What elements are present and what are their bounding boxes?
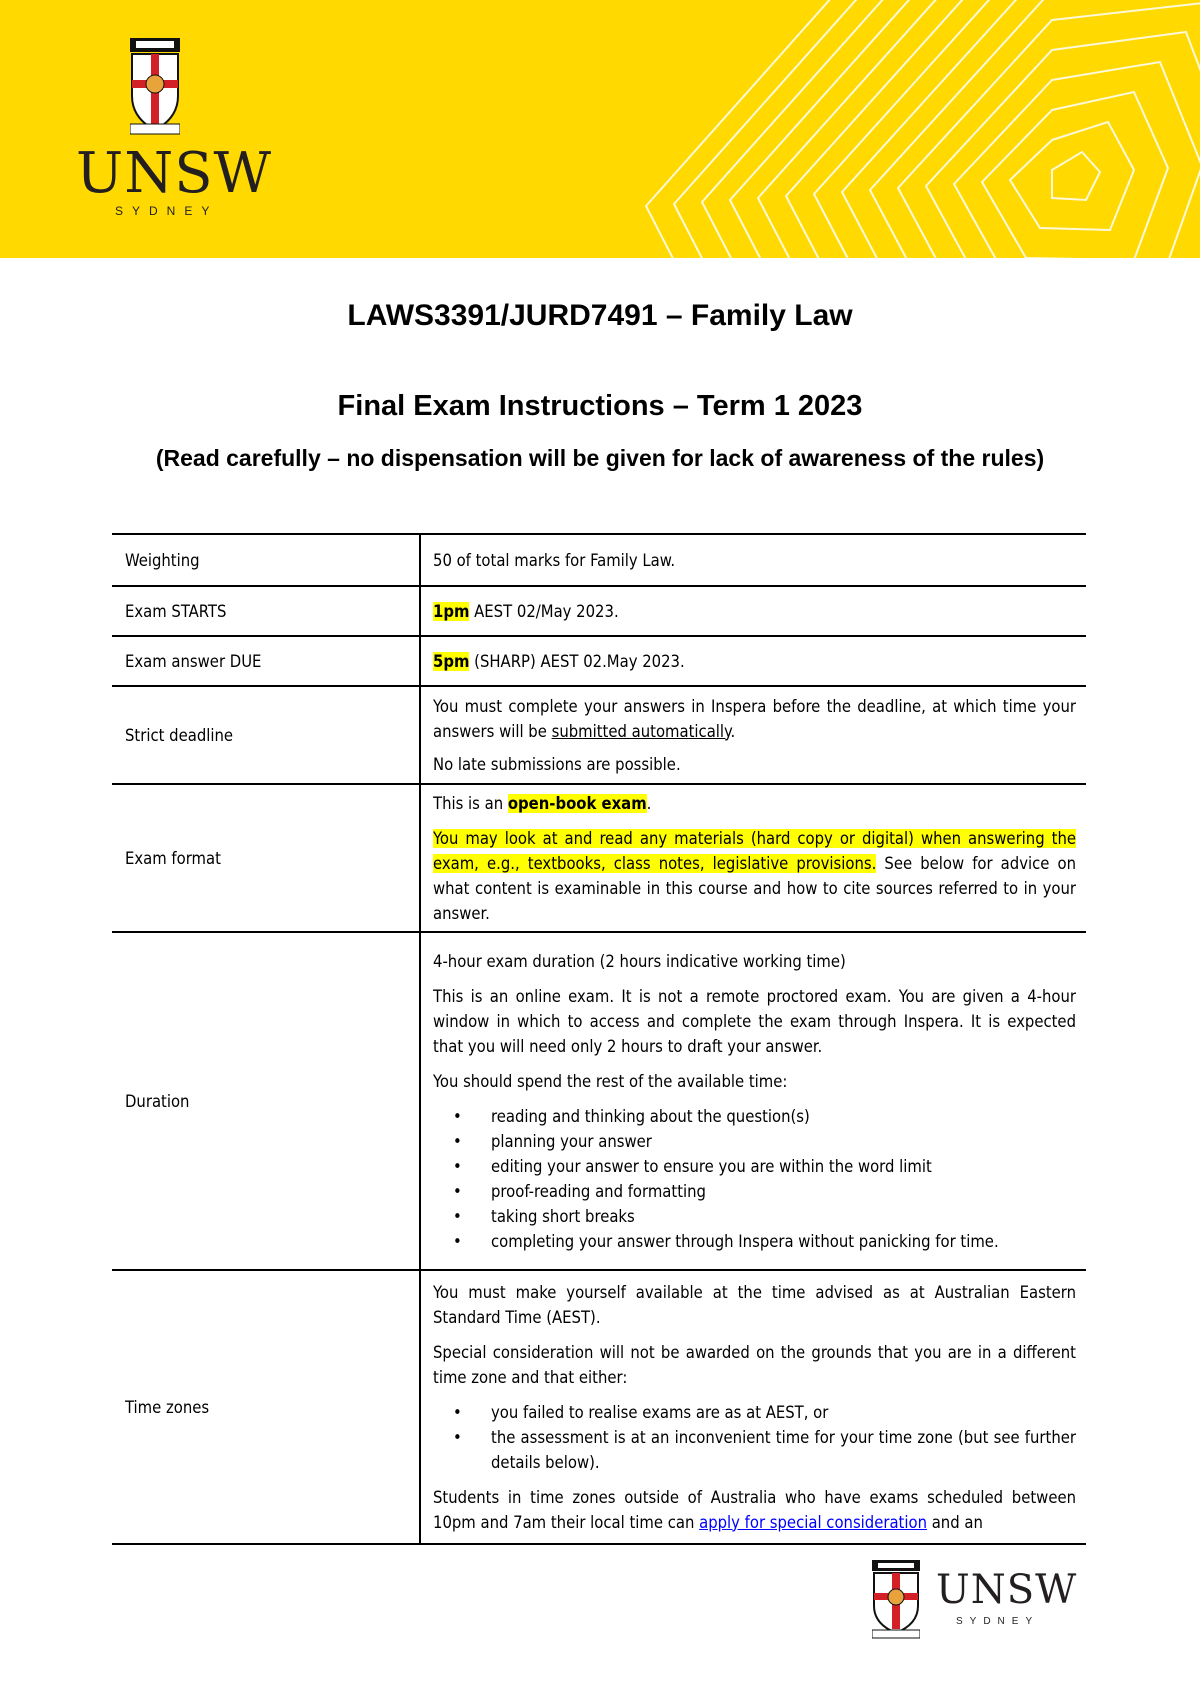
list-item: • reading and thinking about the question(s)	[491, 1104, 1076, 1129]
row-value	[420, 636, 1086, 686]
duration-intro: You should spend the rest of the available time:	[433, 1071, 788, 1091]
course-title: LAWS3391/JURD7491 – Family Law	[347, 299, 853, 332]
row-label: Exam answer DUE	[112, 636, 420, 686]
row-value	[420, 686, 1086, 784]
row-label: Duration	[112, 932, 420, 1270]
list-item: • completing your answer through Inspera without panicking for time.	[491, 1229, 1076, 1254]
start-date: AEST 02/May 2023.	[469, 601, 619, 621]
timezones-paragraph: You must make yourself available at the time advised as at Australian Eastern Standard Time (AEST).	[433, 1282, 1076, 1327]
materials-paragraph	[433, 826, 1076, 926]
timezones-list	[433, 1400, 1076, 1475]
table-row-duration	[112, 932, 1086, 1270]
duration-paragraph: This is an online exam. It is not a remote proctored exam. You are given a 4-hour window in which to access and complete the exam through Inspera. It is expected that you will need only 2 hours to draft your answer.	[433, 986, 1076, 1056]
banner-pattern	[0, 0, 1200, 258]
table-row-time-zones	[112, 1270, 1086, 1544]
row-value	[420, 784, 1086, 932]
list-item: • you failed to realise exams are as at AEST, or	[491, 1400, 1076, 1425]
due-time: 5pm	[433, 651, 470, 671]
header-banner	[0, 0, 1200, 258]
no-late-submissions: No late submissions are possible.	[433, 754, 681, 774]
list-item: • the assessment is at an inconvenient time for your time zone (but see further details below).	[491, 1425, 1076, 1475]
table-row-exam-starts	[112, 586, 1086, 636]
row-label: Exam format	[112, 784, 420, 932]
special-consideration-paragraph: Special consideration will not be awarded on the grounds that you are in a different time zone and that either:	[433, 1342, 1076, 1387]
sydney-subtitle: SYDNEY	[115, 204, 219, 218]
unsw-crest-icon	[872, 1560, 920, 1640]
row-label: Exam STARTS	[112, 586, 420, 636]
format-paragraph	[433, 791, 1076, 816]
row-label: Weighting	[112, 534, 420, 586]
row-value	[420, 1270, 1086, 1544]
row-label: Strict deadline	[112, 686, 420, 784]
row-value	[420, 586, 1086, 636]
footer-unsw-wordmark: UNSW	[936, 1567, 1078, 1613]
warning-note: (Read carefully – no dispensation will be given for lack of awareness of the rules)	[155, 445, 1045, 471]
format-text: This is an	[433, 793, 508, 813]
submitted-automatically-text: submitted automatically	[551, 721, 731, 741]
materials-highlight: You may look at and read any materials (hard copy or digital) when answering the exam, e.g., textbooks, class notes, legislative provisions.	[433, 828, 1076, 873]
row-value: 50 of total marks for Family Law.	[433, 550, 676, 570]
unsw-wordmark: UNSW	[76, 141, 273, 206]
table-row-weighting	[112, 534, 1086, 586]
format-text-end: .	[646, 793, 652, 813]
list-item: • taking short breaks	[491, 1204, 1076, 1229]
footer-sydney-subtitle: SYDNEY	[956, 1616, 1040, 1627]
unsw-crest-icon	[130, 38, 180, 140]
special-consideration-link[interactable]: apply for special consideration	[699, 1512, 927, 1532]
row-value	[420, 932, 1086, 1270]
overseas-students-paragraph	[433, 1485, 1076, 1535]
duration-list	[433, 1104, 1076, 1254]
duration-heading: 4-hour exam duration (2 hours indicative working time)	[433, 951, 846, 971]
overseas-text: Students in time zones outside of Australia who have exams scheduled between 10pm and 7am their local time can	[433, 1487, 1076, 1532]
table-row-exam-format	[112, 784, 1086, 932]
exam-instructions-table	[112, 533, 1086, 1545]
deadline-text: You must complete your answers in Inspera before the deadline, at which time your answers will be	[433, 696, 1076, 741]
table-row-strict-deadline	[112, 686, 1086, 784]
list-item: • proof-reading and formatting	[491, 1179, 1076, 1204]
deadline-text-end: .	[730, 721, 736, 741]
list-item: • editing your answer to ensure you are within the word limit	[491, 1154, 1076, 1179]
due-date: (SHARP) AEST 02.May 2023.	[469, 651, 685, 671]
open-book-highlight: open-book exam	[507, 793, 647, 813]
materials-text: See below for advice on what content is examinable in this course and how to cite sources referred to in your answer.	[433, 853, 1076, 923]
footer-logo	[872, 1560, 1082, 1640]
overseas-text-end: and an	[927, 1512, 983, 1532]
table-row-exam-due	[112, 636, 1086, 686]
row-label: Time zones	[112, 1270, 420, 1544]
list-item: • planning your answer	[491, 1129, 1076, 1154]
exam-title: Final Exam Instructions – Term 1 2023	[337, 390, 863, 422]
deadline-paragraph	[433, 694, 1076, 744]
start-time: 1pm	[433, 601, 470, 621]
